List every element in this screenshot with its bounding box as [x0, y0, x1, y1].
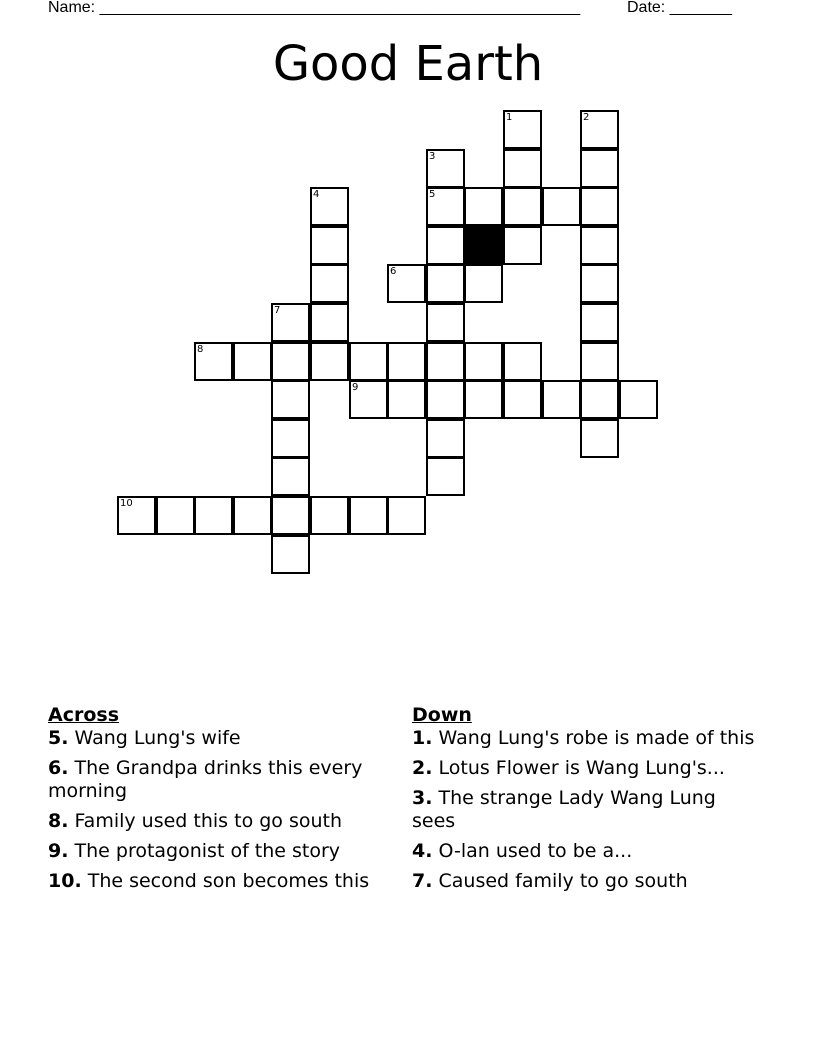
grid-cell[interactable] — [464, 342, 503, 381]
grid-cell[interactable] — [310, 226, 349, 265]
down-heading: Down — [412, 704, 472, 726]
cell-number: 3 — [429, 151, 436, 162]
clue-text: The second son becomes this — [87, 870, 370, 892]
date-field — [627, 0, 732, 18]
grid-cell[interactable] — [426, 380, 465, 419]
grid-cell[interactable] — [271, 419, 310, 458]
grid-cell[interactable] — [233, 342, 272, 381]
cell-number: 6 — [390, 266, 397, 277]
cell-number: 1 — [506, 112, 513, 123]
grid-cell[interactable] — [580, 303, 619, 342]
down-clue — [412, 757, 757, 780]
grid-cell[interactable] — [464, 187, 503, 226]
puzzle-title: Good Earth — [272, 36, 544, 92]
grid-cell[interactable] — [310, 496, 349, 535]
grid-cell[interactable] — [542, 187, 581, 226]
clue-text: Caused family to go south — [438, 870, 688, 892]
grid-cell[interactable] — [580, 226, 619, 265]
grid-cell[interactable] — [542, 380, 581, 419]
grid-cell[interactable] — [426, 187, 465, 226]
clue-number: 2. — [412, 757, 433, 779]
clue-text: The Grandpa drinks this every morning — [48, 757, 363, 802]
grid-cell[interactable] — [271, 380, 310, 419]
date-label: Date: — [627, 0, 666, 16]
grid-cell[interactable] — [426, 419, 465, 458]
grid-cell[interactable] — [387, 380, 426, 419]
grid-cell[interactable] — [426, 226, 465, 265]
grid-cell[interactable] — [310, 187, 349, 226]
grid-cell[interactable] — [580, 342, 619, 381]
cell-number: 5 — [429, 189, 436, 200]
grid-cell[interactable] — [580, 380, 619, 419]
grid-cell[interactable] — [156, 496, 195, 535]
grid-cell[interactable] — [194, 496, 233, 535]
grid-cell[interactable] — [349, 380, 388, 419]
clue-text: Wang Lung's robe is made of this — [438, 727, 755, 749]
cell-number: 8 — [197, 344, 204, 355]
date-blank: _______ — [669, 0, 732, 16]
grid-cell[interactable] — [426, 264, 465, 303]
down-clue — [412, 787, 757, 833]
grid-cell[interactable] — [271, 342, 310, 381]
across-clue — [48, 870, 388, 893]
grid-cell[interactable] — [503, 380, 542, 419]
grid-cell[interactable] — [310, 342, 349, 381]
across-heading: Across — [48, 704, 120, 726]
grid-cell[interactable] — [503, 149, 542, 188]
grid-cell[interactable] — [464, 380, 503, 419]
name-field — [48, 0, 580, 18]
clue-number: 6. — [48, 757, 69, 779]
grid-cell[interactable] — [387, 496, 426, 535]
grid-cell[interactable] — [426, 149, 465, 188]
clue-number: 8. — [48, 810, 69, 832]
across-clue — [48, 727, 388, 750]
clue-number: 1. — [412, 727, 433, 749]
grid-cell[interactable] — [580, 110, 619, 149]
clue-number: 5. — [48, 727, 69, 749]
grid-cell[interactable] — [117, 496, 156, 535]
grid-cell[interactable] — [580, 149, 619, 188]
cell-number: 9 — [352, 382, 359, 393]
cell-number: 2 — [583, 112, 590, 123]
grid-cell[interactable] — [194, 342, 233, 381]
grid-cell[interactable] — [349, 342, 388, 381]
clue-number: 10. — [48, 870, 82, 892]
grid-cell[interactable] — [580, 187, 619, 226]
clue-text: Wang Lung's wife — [74, 727, 241, 749]
down-clues — [412, 704, 757, 900]
grid-cell[interactable] — [233, 496, 272, 535]
clue-text: O-lan used to be a... — [438, 840, 633, 862]
down-clue — [412, 870, 757, 893]
grid-cell[interactable] — [349, 496, 388, 535]
grid-cell[interactable] — [271, 535, 310, 574]
across-clue — [48, 840, 388, 863]
clue-text: The protagonist of the story — [74, 840, 341, 862]
name-label: Name: — [48, 0, 96, 16]
clue-text: The strange Lady Wang Lung sees — [412, 787, 716, 832]
grid-cell[interactable] — [271, 457, 310, 496]
clue-number: 3. — [412, 787, 433, 809]
grid-cell[interactable] — [310, 264, 349, 303]
grid-cell[interactable] — [271, 496, 310, 535]
grid-cell[interactable] — [271, 303, 310, 342]
grid-cell[interactable] — [464, 264, 503, 303]
clue-text: Family used this to go south — [74, 810, 343, 832]
name-blank: ______________________________________________________ — [99, 0, 581, 16]
grid-cell[interactable] — [503, 226, 542, 265]
grid-cell[interactable] — [503, 187, 542, 226]
black-square — [464, 226, 503, 265]
grid-cell[interactable] — [426, 457, 465, 496]
down-clue — [412, 840, 757, 863]
clue-number: 9. — [48, 840, 69, 862]
grid-cell[interactable] — [503, 342, 542, 381]
down-clue — [412, 727, 757, 750]
across-clue — [48, 810, 388, 833]
grid-cell[interactable] — [503, 110, 542, 149]
across-clue — [48, 757, 388, 803]
grid-cell[interactable] — [580, 419, 619, 458]
grid-cell[interactable] — [426, 342, 465, 381]
grid-cell[interactable] — [580, 264, 619, 303]
cell-number: 7 — [274, 305, 281, 316]
cell-number: 10 — [120, 498, 133, 509]
grid-cell[interactable] — [387, 264, 426, 303]
cell-number: 4 — [313, 189, 320, 200]
across-clues — [48, 704, 388, 900]
clue-number: 4. — [412, 840, 433, 862]
clue-number: 7. — [412, 870, 433, 892]
grid-cell[interactable] — [310, 303, 349, 342]
grid-cell[interactable] — [387, 342, 426, 381]
grid-cell[interactable] — [619, 380, 658, 419]
clue-text: Lotus Flower is Wang Lung's... — [438, 757, 725, 779]
grid-cell[interactable] — [426, 303, 465, 342]
